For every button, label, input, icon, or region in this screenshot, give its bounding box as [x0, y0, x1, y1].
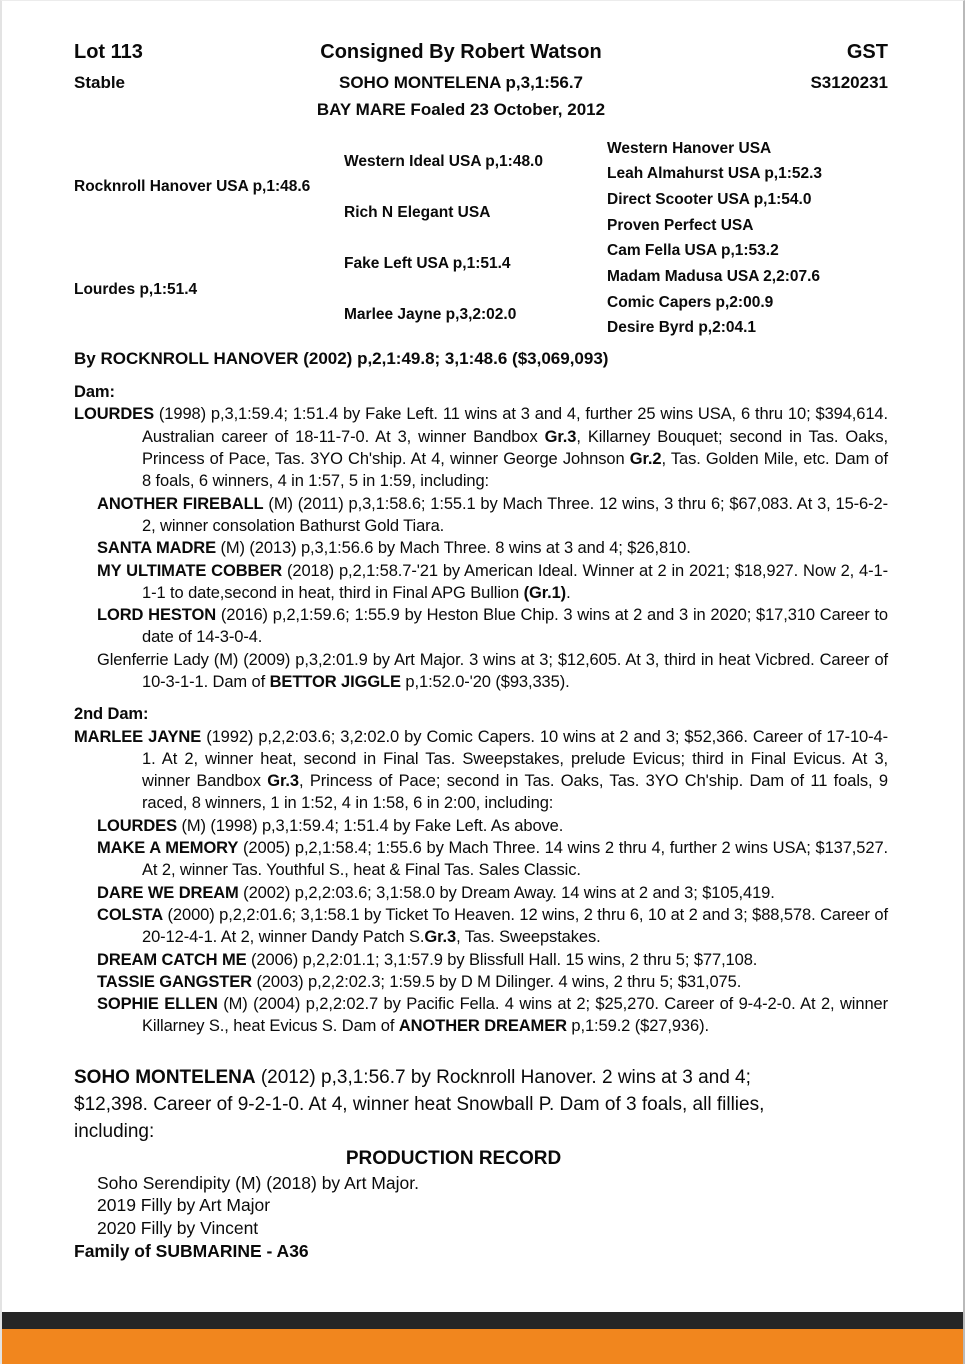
pedigree-cell: Rocknroll Hanover USA p,1:48.6: [74, 178, 311, 196]
progeny-colsta: COLSTA (2000) p,2,2:01.6; 3,1:58.1 by Ticket To Heaven. 12 wins, 2 thru 6, 10 at 2 and 3; $88,578. Career of 20-12-4-1. At 2, winner Dandy Patch S.Gr.3, Tas. Sweepstakes.: [97, 905, 888, 947]
production-list: [74, 1172, 888, 1239]
lot-number: Lot 113: [74, 41, 143, 63]
pedigree-text: [74, 381, 888, 1038]
second-dam-heading: 2nd Dam:: [74, 705, 149, 724]
pedigree-cell: Western Ideal USA p,1:48.0: [344, 152, 543, 170]
pedigree-cell: Marlee Jayne p,3,2:02.0: [344, 306, 517, 324]
second-dam-marlee-jayne: MARLEE JAYNE (1992) p,2,2:03.6; 3,2:02.0 by Comic Capers. 10 wins at 2 and 3; $52,366. Career of 17-10-4-1. At 2, winner heat, second in Final Tas. Sweepstakes, prelude Evicus; third in Final Evicus. At 3, winner Bandbox Gr.3, Princess of Pace; second in Tas. Oaks, Tas. 3YO Ch'ship. Dam of 11 foals, 9 raced, 8 winners, 1 in 1:52, 4 in 1:58, 6 in 2:00, including:: [74, 727, 888, 813]
pedigree-col-2: [344, 136, 607, 341]
footer-bar-orange: [2, 1329, 963, 1364]
footer-bar-dark: [2, 1312, 963, 1329]
pedigree-cell: Proven Perfect USA: [607, 216, 754, 234]
pedigree-col-3: [607, 136, 888, 341]
production-item: 2019 Filly by Art Major: [97, 1195, 271, 1216]
pedigree-cell: Western Hanover USA: [607, 139, 772, 157]
progeny-tassie-gangster: TASSIE GANGSTER (2003) p,2,2:02.3; 1:59.5 by D M Dilinger. 4 wins, 2 thru 5; $31,075.: [97, 972, 742, 991]
production-item: 2020 Filly by Vincent: [97, 1217, 259, 1238]
catalog-id: S3120231: [810, 73, 888, 92]
production-item: Soho Serendipity (M) (2018) by Art Major.: [97, 1172, 419, 1193]
production-record-title: PRODUCTION RECORD: [345, 1147, 562, 1169]
progeny-dare-we-dream: DARE WE DREAM (2002) p,2,2:03.6; 3,1:58.0 by Dream Away. 14 wins at 2 and 3; $105,419.: [97, 883, 775, 902]
dam-lourdes: LOURDES (1998) p,3,1:59.4; 1:51.4 by Fake Left. 11 wins at 3 and 4, further 25 wins USA, 6 thru 10; $394,614. Australian career of 18-11-7-0. At 3, winner Bandbox Gr.3, Killarney Bouquet; second in Tas. Oaks, Princess of Pace, Tas. 3YO Ch'ship. At 4, winner George Johnson Gr.2, Tas. Golden Mile, etc. Dam of 8 foals, 6 winners, 4 in 1:57, 5 in 1:59, including:: [74, 405, 888, 491]
stable-label: Stable: [74, 73, 126, 92]
progeny-lourdes: LOURDES (M) (1998) p,3,1:59.4; 1:51.4 by Fake Left. As above.: [97, 816, 564, 835]
progeny-another-fireball: ANOTHER FIREBALL (M) (2011) p,3,1:58.6; 1:55.1 by Mach Three. 12 wins, 3 thru 6; $67,083. At 3, 15-6-2-2, winner consolation Bathurst Gold Tiara.: [97, 494, 889, 535]
progeny-dream-catch-me: DREAM CATCH ME (2006) p,2,2:01.1; 3,1:57.9 by Blissfull Hall. 15 wins, 2 thru 5; $77,108.: [97, 950, 758, 969]
family-line: Family of SUBMARINE - A36: [74, 1240, 309, 1261]
progeny-make-a-memory: MAKE A MEMORY (2005) p,2,1:58.4; 1:55.6 by Mach Three. 14 wins 2 thru 4, further 2 wins USA; $137,527. At 2, winner Tas. Youthful S., heat & Final Tas. Sales Classic.: [97, 839, 889, 880]
soho-paragraph: SOHO MONTELENA (2012) p,3,1:56.7 by Rocknroll Hanover. 2 wins at 3 and 4; $12,398. Career of 9-2-1-0. At 4, winner heat Snowball P. Dam of 3 foals, all fillies, including:: [74, 1066, 765, 1142]
progeny-santa-madre: SANTA MADRE (M) (2013) p,3,1:56.6 by Mach Three. 8 wins at 3 and 4; $26,810.: [97, 539, 691, 558]
header-row-3: [74, 100, 888, 120]
pedigree-cell: Direct Scooter USA p,1:54.0: [607, 191, 812, 209]
pedigree-cell: Madam Madusa USA 2,2:07.6: [607, 268, 821, 286]
page-content: [2, 1, 963, 1262]
header: [74, 41, 888, 64]
pedigree-cell: Rich N Elegant USA: [344, 203, 491, 221]
header-row-2: [74, 73, 888, 93]
progeny-sophie-ellen: SOPHIE ELLEN (M) (2004) p,2,2:02.7 by Pacific Fella. 4 wins at 2; $25,270. Career of 9-4-2-0. At 2, winner Killarney S., heat Evicus S. Dam of ANOTHER DREAMER p,1:59.2 ($27,936).: [97, 995, 888, 1036]
consignor-title: Consigned By Robert Watson: [320, 41, 602, 63]
pedigree-cell: Desire Byrd p,2:04.1: [607, 319, 757, 337]
by-line: By ROCKNROLL HANOVER (2002) p,2,1:49.8; 3,1:48.6 ($3,069,093): [74, 349, 609, 369]
dam-heading: Dam:: [74, 383, 115, 402]
pedigree-cell: Comic Capers p,2:00.9: [607, 293, 774, 311]
pedigree-col-1: [74, 136, 344, 341]
progeny-my-ultimate-cobber: MY ULTIMATE COBBER (2018) p,2,1:58.7-'21 by American Ideal. Winner at 2 in 2021; $18,927. Now 2, 4-1-1-1 to date,second in heat, third in Final APG Bullion (Gr.1).: [97, 561, 888, 602]
pedigree-cell: Leah Almahurst USA p,1:52.3: [607, 165, 823, 183]
pedigree-cell: Cam Fella USA p,1:53.2: [607, 242, 779, 260]
horse-name: SOHO MONTELENA p,3,1:56.7: [338, 73, 584, 92]
gst-label: GST: [846, 41, 888, 63]
progeny-lord-heston: LORD HESTON (2016) p,2,1:59.6; 1:55.9 by Heston Blue Chip. 3 wins at 2 and 3 in 2020; $17,310 Career to date of 14-3-0-4.: [97, 606, 889, 647]
foaled-line: BAY MARE Foaled 23 October, 2012: [316, 100, 606, 119]
progeny-glenferrie-lady: Glenferrie Lady (M) (2009) p,3,2:01.9 by Art Major. 3 wins at 3; $12,605. At 3, third in heat Vicbred. Career of 10-3-1-1. Dam of BETTOR JIGGLE p,1:52.0-'20 ($93,335).: [97, 650, 888, 691]
pedigree-cell: Lourdes p,1:51.4: [74, 280, 198, 298]
pedigree-chart: [74, 136, 888, 341]
pedigree-cell: Fake Left USA p,1:51.4: [344, 255, 511, 273]
